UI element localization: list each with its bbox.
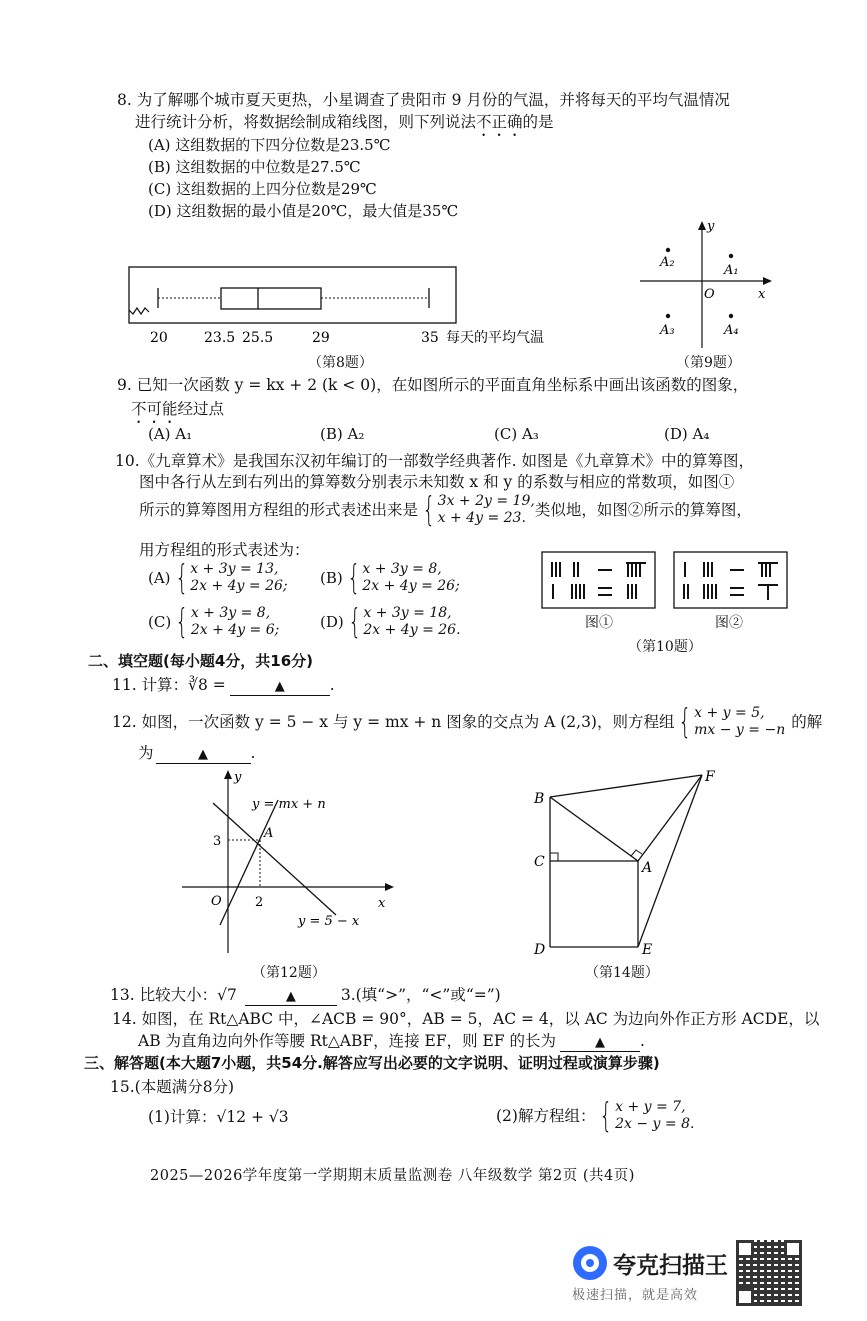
y-axis-label: y	[234, 770, 242, 785]
answer-blank: ▲	[230, 679, 330, 696]
q12-line2: 为 ▲ .	[138, 744, 256, 762]
q8-option-b: (B) 这组数据的中位数是27.5℃	[148, 158, 361, 176]
qr-code-icon	[736, 1240, 802, 1306]
point-a1	[729, 254, 733, 258]
q10-line1: 10.《九章算术》是我国东汉初年编订的一部数学经典著作. 如图是《九章算术》中的算筹图，	[115, 452, 755, 470]
point-b-label: B	[534, 791, 545, 807]
q8-option-d: (D) 这组数据的最小值是20℃，最大值是35℃	[148, 202, 459, 220]
x-axis-arrow	[385, 883, 394, 891]
line-y-5-minus-x	[213, 803, 336, 915]
point-a3-label: A₃	[660, 323, 675, 338]
right-angle-c	[550, 853, 558, 861]
figure-1-label: 图①	[585, 615, 613, 631]
answer-blank: ▲	[245, 989, 337, 1006]
q10-option-d: (D) { x + 3y = 18, 2x + 4y = 26.	[320, 602, 461, 642]
q10-line2: 图中各行从左到右列出的算筹数分别表示未知数 x 和 y 的系数与相应的常数项，如图①	[139, 473, 735, 491]
q8-line1: 8. 为了解哪个城市夏天更热，小星调查了贵阳市 9 月份的气温，并将每天的平均气温情况	[117, 91, 730, 109]
boxplot-frame	[129, 267, 456, 323]
x-axis-label: x	[758, 287, 766, 302]
tick-label-min: 20	[150, 330, 168, 346]
segment-af	[638, 775, 702, 861]
point-a-label: A	[264, 826, 274, 841]
point-f-label: F	[705, 769, 715, 785]
watermark-slogan: 极速扫描，就是高效	[572, 1288, 699, 1303]
emphasis-text: 不正确	[476, 113, 523, 131]
q11: 11. 计算：∛8 = ▲ .	[112, 676, 335, 694]
q14-geometry-figure	[530, 765, 730, 960]
q8-caption: （第8题）	[308, 355, 373, 371]
line-label-5-x: y = 5 − x	[298, 914, 360, 929]
x-axis-label: x	[378, 896, 386, 911]
watermark-brand: 夸克扫描王	[613, 1253, 728, 1279]
answer-blank: ▲	[560, 1035, 640, 1052]
point-a-label: A	[642, 860, 653, 876]
q15-part1: (1)计算：√12 + √3	[148, 1108, 289, 1126]
q10-option-b: (B) { x + 3y = 8, 2x + 4y = 26;	[320, 558, 460, 598]
equation-system: { 3x + 2y = 19, x + 4y = 23.	[422, 490, 535, 530]
line-label-mx-n: y = mx + n	[252, 797, 326, 812]
answer-blank: ▲	[156, 747, 251, 764]
section-2-title: 二、填空题(每小题4分，共16分)	[88, 652, 314, 670]
origin-label: O	[211, 894, 222, 909]
point-a2	[666, 248, 670, 252]
tick-label-q1: 23.5	[204, 330, 236, 346]
q10-option-a: (A) { x + 3y = 13, 2x + 4y = 26;	[148, 558, 288, 598]
q8-boxplot-figure	[120, 262, 600, 348]
q10-caption: （第10题）	[628, 639, 702, 655]
q14-caption: （第14题）	[585, 965, 659, 981]
q9-caption: （第9题）	[676, 355, 741, 371]
q13: 13. 比较大小：√7 ▲ 3.(填“>”，“<”或“=”)	[110, 986, 501, 1004]
q9-option-d: (D) A₄	[664, 425, 710, 443]
q8-option-a: (A) 这组数据的下四分位数是23.5℃	[148, 136, 391, 154]
segment-bf	[550, 775, 702, 797]
q9-option-c: (C) A₃	[494, 425, 539, 443]
counting-rods-figure-1	[542, 552, 655, 608]
right-angle-a	[631, 850, 642, 856]
q12-caption: （第12题）	[252, 965, 326, 981]
q9-line1: 9. 已知一次函数 y = kx + 2 (k < 0)，在如图所示的平面直角坐标系中画出该函数的图象，	[117, 376, 749, 394]
q12-line1: 12. 如图，一次函数 y = 5 − x 与 y = mx + n 图象的交点为 A (2,3)，则方程组 { x + y = 5, mx − y = −n 的解	[112, 702, 823, 742]
tick-label-median: 25.5	[242, 330, 274, 346]
tick-label-q3: 29	[312, 330, 330, 346]
q9-option-b: (B) A₂	[320, 425, 365, 443]
q9-option-a: (A) A₁	[148, 425, 193, 443]
q15-header: 15.(本题满分8分)	[110, 1078, 235, 1096]
point-a4-label: A₄	[724, 323, 739, 338]
tick-label-3: 3	[213, 834, 222, 849]
emphasis-text: 不可能	[131, 400, 178, 418]
q10-counting-rods-figures	[540, 550, 790, 616]
point-c-label: C	[534, 854, 545, 870]
line-y-mx-plus-n	[220, 800, 278, 925]
x-axis-arrow	[763, 277, 772, 285]
q12-function-graph	[178, 765, 403, 955]
point-a2-label: A₂	[660, 255, 675, 270]
tick-label-max: 35	[421, 330, 439, 346]
segment-ba	[550, 797, 638, 861]
equation-system: { x + y = 5, mx − y = −n	[678, 702, 786, 742]
y-axis-arrow	[224, 770, 232, 779]
q8-line2: 进行统计分析，将数据绘制成箱线图，则下列说法不正确的是	[135, 113, 554, 131]
counting-rods-figure-2	[674, 552, 787, 608]
page-footer: 2025—2026学年度第一学期期末质量监测卷 八年级数学 第2页 (共4页)	[150, 1168, 635, 1184]
q10-line3: 所示的算筹图用方程组的形式表述出来是 { 3x + 2y = 19, x + 4y = 23. 类似地，如图②所示的算筹图，	[139, 490, 752, 530]
tick-label-2: 2	[255, 895, 264, 910]
y-axis-arrow	[698, 221, 706, 230]
q8-option-c: (C) 这组数据的上四分位数是29℃	[148, 180, 377, 198]
q9-line2: 不可能经过点	[131, 400, 225, 418]
boxplot-box	[221, 288, 321, 309]
section-3-title: 三、解答题(本大题7小题，共54分.解答应写出必要的文字说明、证明过程或演算步骤)	[84, 1054, 660, 1072]
q10-line4: 用方程组的形式表述为：	[139, 541, 310, 559]
scanner-logo-icon	[573, 1246, 607, 1280]
point-a1-label: A₁	[724, 263, 739, 278]
point-a3	[666, 314, 670, 318]
point-d-label: D	[534, 942, 546, 958]
figure-2-label: 图②	[715, 615, 743, 631]
y-axis-label: y	[707, 219, 715, 234]
origin-label: O	[704, 287, 715, 302]
q15-part2: (2)解方程组： { x + y = 7, 2x − y = 8.	[496, 1096, 695, 1136]
q14-line2: AB 为直角边向外作等腰 Rt△ABF，连接 EF，则 EF 的长为 ▲ .	[138, 1032, 645, 1050]
q10-option-c: (C) { x + 3y = 8, 2x + 4y = 6;	[148, 602, 280, 642]
axis-title: 每天的平均气温	[446, 330, 544, 346]
q9-coordinate-figure	[636, 216, 786, 354]
point-e-label: E	[642, 942, 653, 958]
equation-system: { x + y = 7, 2x − y = 8.	[599, 1096, 695, 1136]
axis-break	[129, 308, 149, 314]
point-a4	[729, 314, 733, 318]
q14-line1: 14. 如图，在 Rt△ABC 中，∠ACB = 90°，AB = 5，AC = 4，以 AC 为边向外作正方形 ACDE，以	[112, 1010, 820, 1028]
